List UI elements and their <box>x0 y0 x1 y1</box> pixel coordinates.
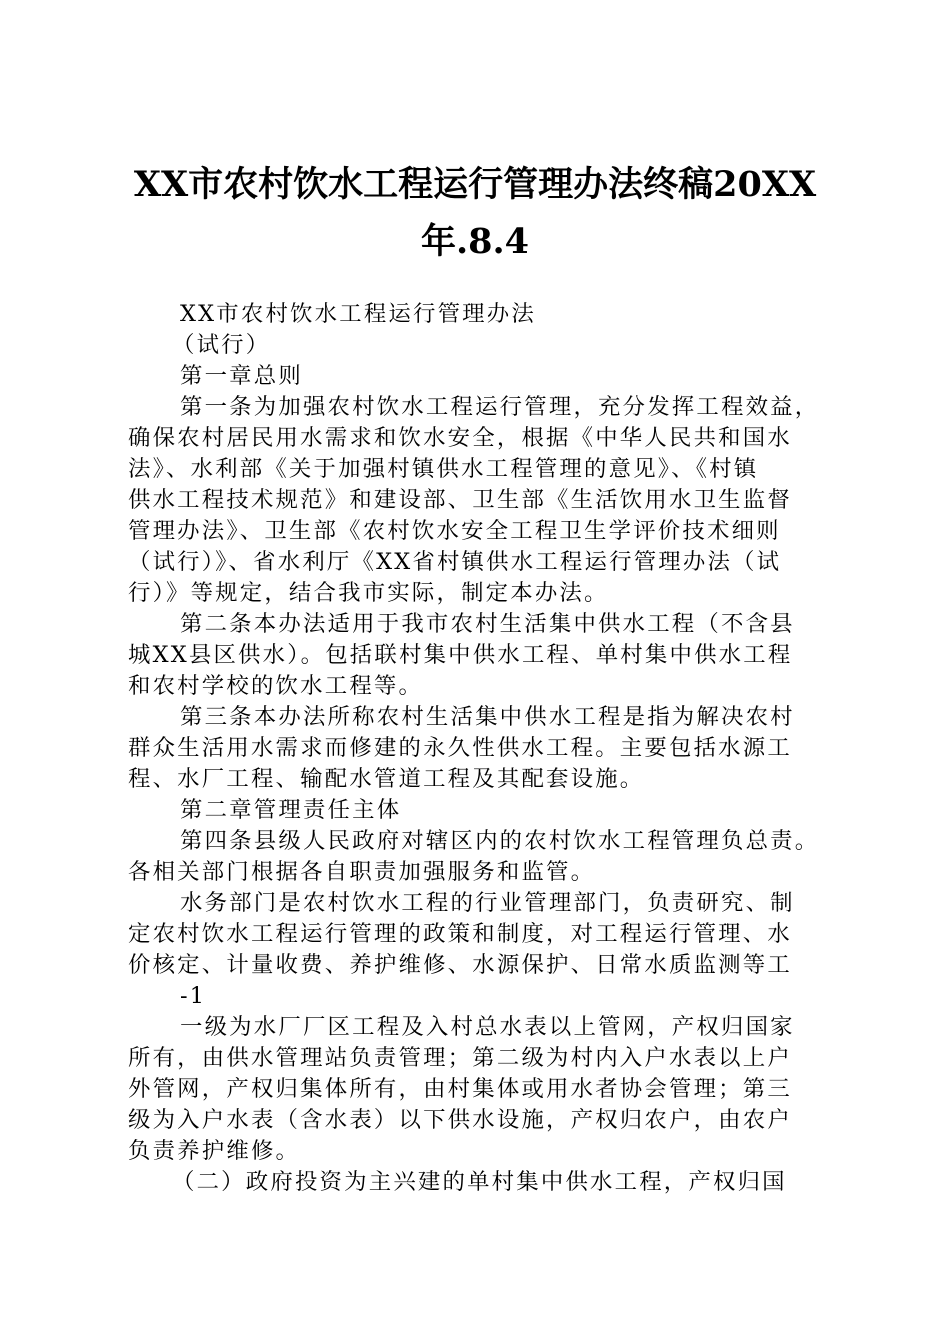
paragraph-line: 外管网，产权归集体所有，由村集体或用水者协会管理；第三 <box>128 1076 792 1102</box>
paragraph-line: 一级为水厂厂区工程及入村总水表以上管网，产权归国家 <box>180 1014 795 1040</box>
paragraph-line: 负责养护维修。 <box>128 1138 301 1164</box>
paragraph-line: 价核定、计量收费、养护维修、水源保护、日常水质监测等工 <box>128 952 792 978</box>
document-title-line-1: XX市农村饮水工程运行管理办法终稿20XX <box>133 164 817 205</box>
paragraph-line: 和农村学校的饮水工程等。 <box>128 673 424 699</box>
subtitle-trial: （试行） <box>172 332 271 358</box>
subtitle: XX市农村饮水工程运行管理办法 <box>180 301 536 327</box>
paragraph-line: 程、水厂工程、输配水管道工程及其配套设施。 <box>128 766 645 792</box>
paragraph-line: 第二条本办法适用于我市农村生活集中供水工程（不含县 <box>180 611 795 637</box>
page-number: -1 <box>180 983 207 1009</box>
document-title-line-2: 年.8.4 <box>420 221 530 262</box>
chapter-heading: 第一章总则 <box>180 363 303 389</box>
paragraph-line: 法》、水利部《关于加强村镇供水工程管理的意见》、《村镇 <box>128 456 759 482</box>
paragraph-line: 城XX县区供水）。包括联村集中供水工程、单村集中供水工程 <box>128 642 793 668</box>
paragraph-line: 供水工程技术规范》和建设部、卫生部《生活饮用水卫生监督 <box>128 487 792 513</box>
paragraph-line: 级为入户水表（含水表）以下供水设施，产权归农户，由农户 <box>128 1107 792 1133</box>
paragraph-line: 确保农村居民用水需求和饮水安全，根据《中华人民共和国水 <box>128 425 792 451</box>
paragraph-line: （试行）》、省水利厅《XX省村镇供水工程运行管理办法（试 <box>128 549 782 575</box>
paragraph-line: 第一条为加强农村饮水工程运行管理，充分发挥工程效益， <box>180 394 820 420</box>
paragraph-line: 管理办法》、卫生部《农村饮水安全工程卫生学评价技术细则 <box>128 518 781 544</box>
paragraph-line: 行）》等规定，结合我市实际，制定本办法。 <box>128 580 609 606</box>
paragraph-line: 第三条本办法所称农村生活集中供水工程是指为解决农村 <box>180 704 795 730</box>
paragraph-line: 第四条县级人民政府对辖区内的农村饮水工程管理负总责。 <box>180 828 820 854</box>
paragraph-line: 群众生活用水需求而修建的永久性供水工程。主要包括水源工 <box>128 735 792 761</box>
paragraph-line: 水务部门是农村饮水工程的行业管理部门，负责研究、制 <box>180 890 795 916</box>
paragraph-line: （二）政府投资为主兴建的单村集中供水工程，产权归国 <box>172 1169 787 1195</box>
paragraph-line: 定农村饮水工程运行管理的政策和制度，对工程运行管理、水 <box>128 921 792 947</box>
chapter-heading: 第二章管理责任主体 <box>180 797 402 823</box>
paragraph-line: 各相关部门根据各自职责加强服务和监管。 <box>128 859 596 885</box>
paragraph-line: 所有，由供水管理站负责管理；第二级为村内入户水表以上户 <box>128 1045 792 1071</box>
